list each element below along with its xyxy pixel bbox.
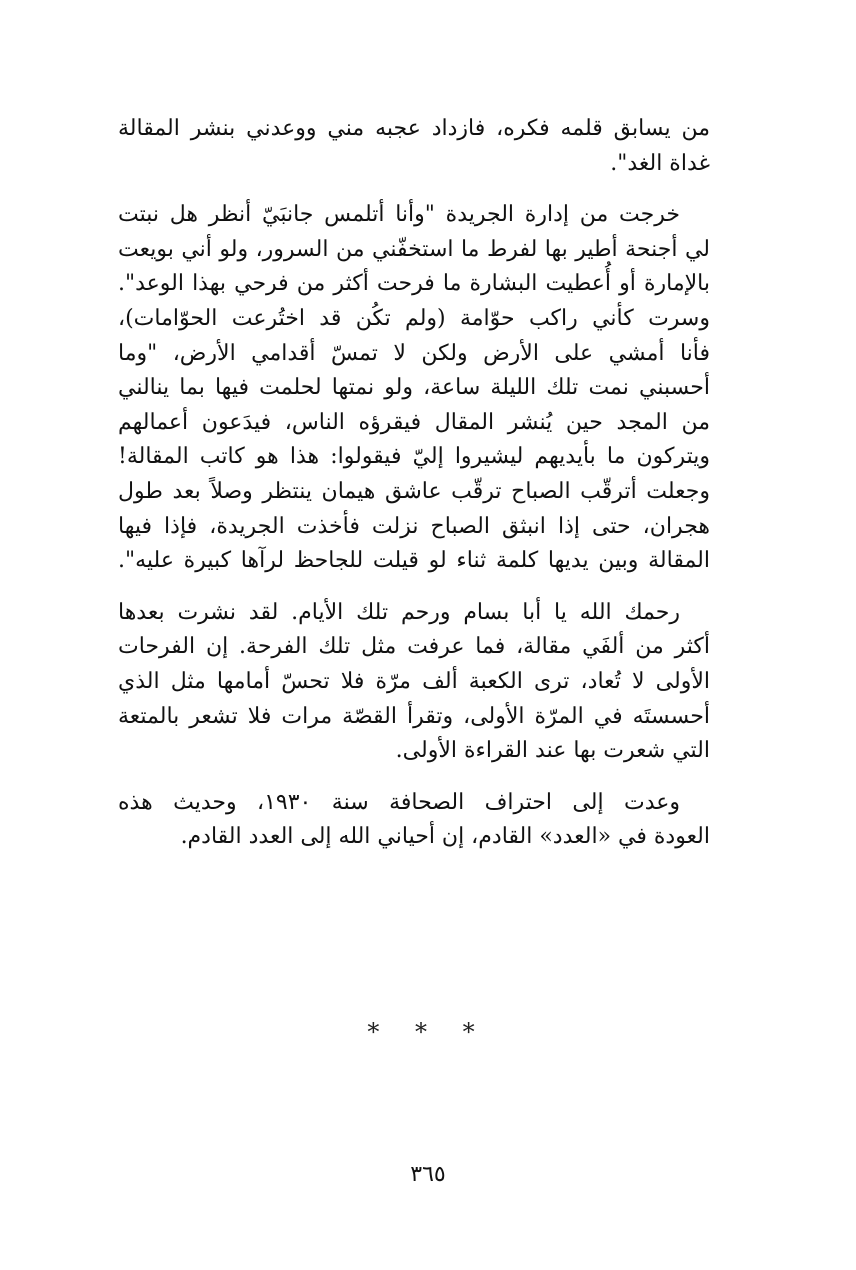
text-line: التي شعرت بها عند القراءة الأولى.: [395, 738, 710, 764]
text-line: فأنا أمشي على الأرض ولكن لا تمسّ أقدامي الأرض، "وما: [118, 340, 710, 366]
text-line: هجران، حتى إذا انبثق الصباح نزلت فأخذت الجريدة، فإذا فيها: [118, 513, 710, 539]
text-line: رحمك الله يا أبا بسام ورحم تلك الأيام. لقد نشرت بعدها: [118, 599, 680, 625]
paragraph-2: [118, 198, 710, 579]
text-line: العودة في «العدد» القادم، إن أحياني الله إلى العدد القادم.: [180, 824, 710, 850]
text-line: وجعلت أترقّب الصباح ترقّب عاشق هيمان ينتظر وصلاً بعد طول: [118, 478, 710, 504]
text-line: ويتركون ما بأيديهم ليشيروا إليّ فيقولوا: هذا هو كاتب المقالة!: [118, 444, 710, 470]
text-line: بالإمارة أو أُعطيت البشارة ما فرحت أكثر من فرحي بهذا الوعد".: [118, 271, 710, 297]
page-number: ٣٦٥: [410, 1162, 446, 1187]
text-line: من المجد حين يُنشر المقال فيقرؤه الناس، فيدَعون أعمالهم: [118, 409, 710, 435]
text-line: أحسستَه في المرّة الأولى، وتقرأ القصّة مرات فلا تشعر بالمتعة: [118, 703, 710, 729]
text-line: أكثر من ألفَي مقالة، فما عرفت مثل تلك الفرحة. إن الفرحات: [118, 634, 710, 660]
text-line: غداة الغد".: [610, 150, 710, 176]
text-line: وعدت إلى احتراف الصحافة سنة ١٩٣٠، وحديث هذه: [118, 789, 680, 815]
text-line: لي أجنحة أطير بها لفرط ما استخفّني من السرور، ولو أني بويعت: [118, 236, 710, 262]
text-line: خرجت من إدارة الجريدة "وأنا أتلمس جانبَيّ أنظر هل نبتت: [118, 202, 680, 228]
text-line: الأولى لا تُعاد، ترى الكعبة ألف مرّة فلا تحسّ أمامها مثل الذي: [118, 668, 710, 694]
paragraph-1: [118, 112, 710, 181]
paragraph-3: [118, 596, 710, 769]
body-text: [118, 112, 710, 872]
section-separator: * * *: [367, 1018, 489, 1046]
text-line: المقالة وبين يديها كلمة ثناء لو قيلت للجاحظ لرآها كبيرة عليه".: [118, 548, 710, 574]
text-line: أحسبني نمت تلك الليلة ساعة، ولو نمتها لحلمت فيها بما ينالني: [118, 375, 710, 401]
paragraph-4: [118, 786, 710, 855]
text-line: من يسابق قلمه فكره، فازداد عجبه مني ووعدني بنشر المقالة: [118, 116, 710, 141]
text-line: وسرت كأني راكب حوّامة (ولم تكُن قد اختُرعت الحوّامات)،: [118, 305, 710, 331]
